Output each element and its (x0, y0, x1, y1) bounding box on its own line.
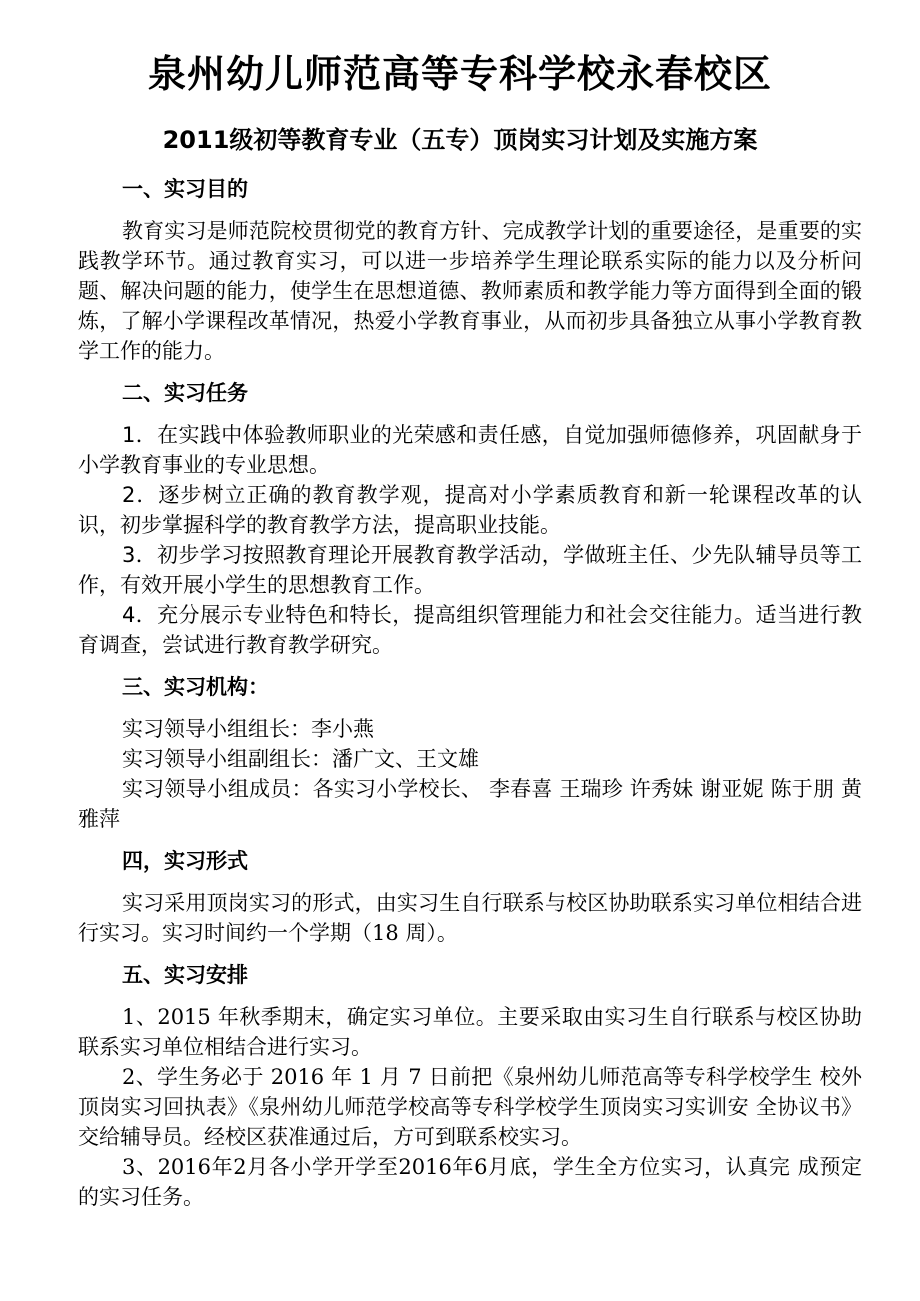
section-organization (78, 672, 862, 834)
list-item: 4．充分展示专业特色和特长，提高组织管理能力和社会交往能力。适当进行教育调查，尝试进行教育教学研究。 (78, 603, 862, 657)
document-subtitle: 2011级初等教育专业（五专）顶岗实习计划及实施方案 (162, 126, 758, 154)
paragraph: 教育实习是师范院校贯彻党的教育方针、完成教学计划的重要途径，是重要的实践教学环节。通过教育实习，可以进一步培养学生理论联系实际的能力以及分析问题、解决问题的能力，使学生在思想道德、教师素质和教学能力等方面得到全面的锻炼，了解小学课程改革情况，热爱小学教育事业，从而初步具备独立从事小学教育教学工作的能力。 (78, 219, 862, 363)
paragraph: 实习采用顶岗实习的形式，由实习生自行联系与校区协助联系实习单位相结合进行实习。实习时间约一个学期（18 周）。 (78, 891, 862, 945)
list-item: 3、2016年2月各小学开学至2016年6月底，学生全方位实习，认真完 成预定的实习任务。 (78, 1155, 862, 1209)
deputy-line: 实习领导小组副组长：潘广文、王文雄 (122, 747, 479, 771)
section-heading: 一、实习目的 (122, 177, 248, 201)
section-heading: 五、实习安排 (122, 963, 248, 987)
section-heading: 二、实习任务 (122, 381, 248, 405)
leader-line: 实习领导小组组长：李小燕 (122, 717, 374, 741)
section-purpose (78, 174, 862, 366)
list-item: 3．初步学习按照教育理论开展教育教学活动，学做班主任、少先队辅导员等工作，有效开展小学生的思想教育工作。 (78, 543, 862, 597)
section-form (78, 846, 862, 948)
list-item: 1、2015 年秋季期末，确定实习单位。主要采取由实习生自行联系与校区协助联系实习单位相结合进行实习。 (78, 1005, 862, 1059)
document-title: 泉州幼儿师范高等专科学校永春校区 (147, 52, 772, 96)
list-item: 2．逐步树立正确的教育教学观，提高对小学素质教育和新一轮课程改革的认识，初步掌握科学的教育教学方法，提高职业技能。 (78, 483, 862, 537)
members-line: 实习领导小组成员：各实习小学校长、 李春喜 王瑞珍 许秀妹 谢亚妮 陈于朋 黄雅萍 (78, 777, 862, 831)
list-item: 2、学生务必于 2016 年 1 月 7 日前把《泉州幼儿师范高等专科学校学生 校外顶岗实习回执表》《泉州幼儿师范学校高等专科学校学生顶岗实习实训安 全协议书》交给辅导员。经校区获准通过后，方可到联系校实习。 (78, 1065, 863, 1149)
section-heading: 四，实习形式 (122, 849, 248, 873)
section-tasks (78, 378, 862, 660)
section-heading: 三、实习机构： (122, 675, 269, 699)
document-body (78, 174, 862, 1224)
section-arrangement (78, 960, 862, 1212)
list-item: 1．在实践中体验教师职业的光荣感和责任感，自觉加强师德修养，巩固献身于小学教育事业的专业思想。 (78, 423, 862, 477)
